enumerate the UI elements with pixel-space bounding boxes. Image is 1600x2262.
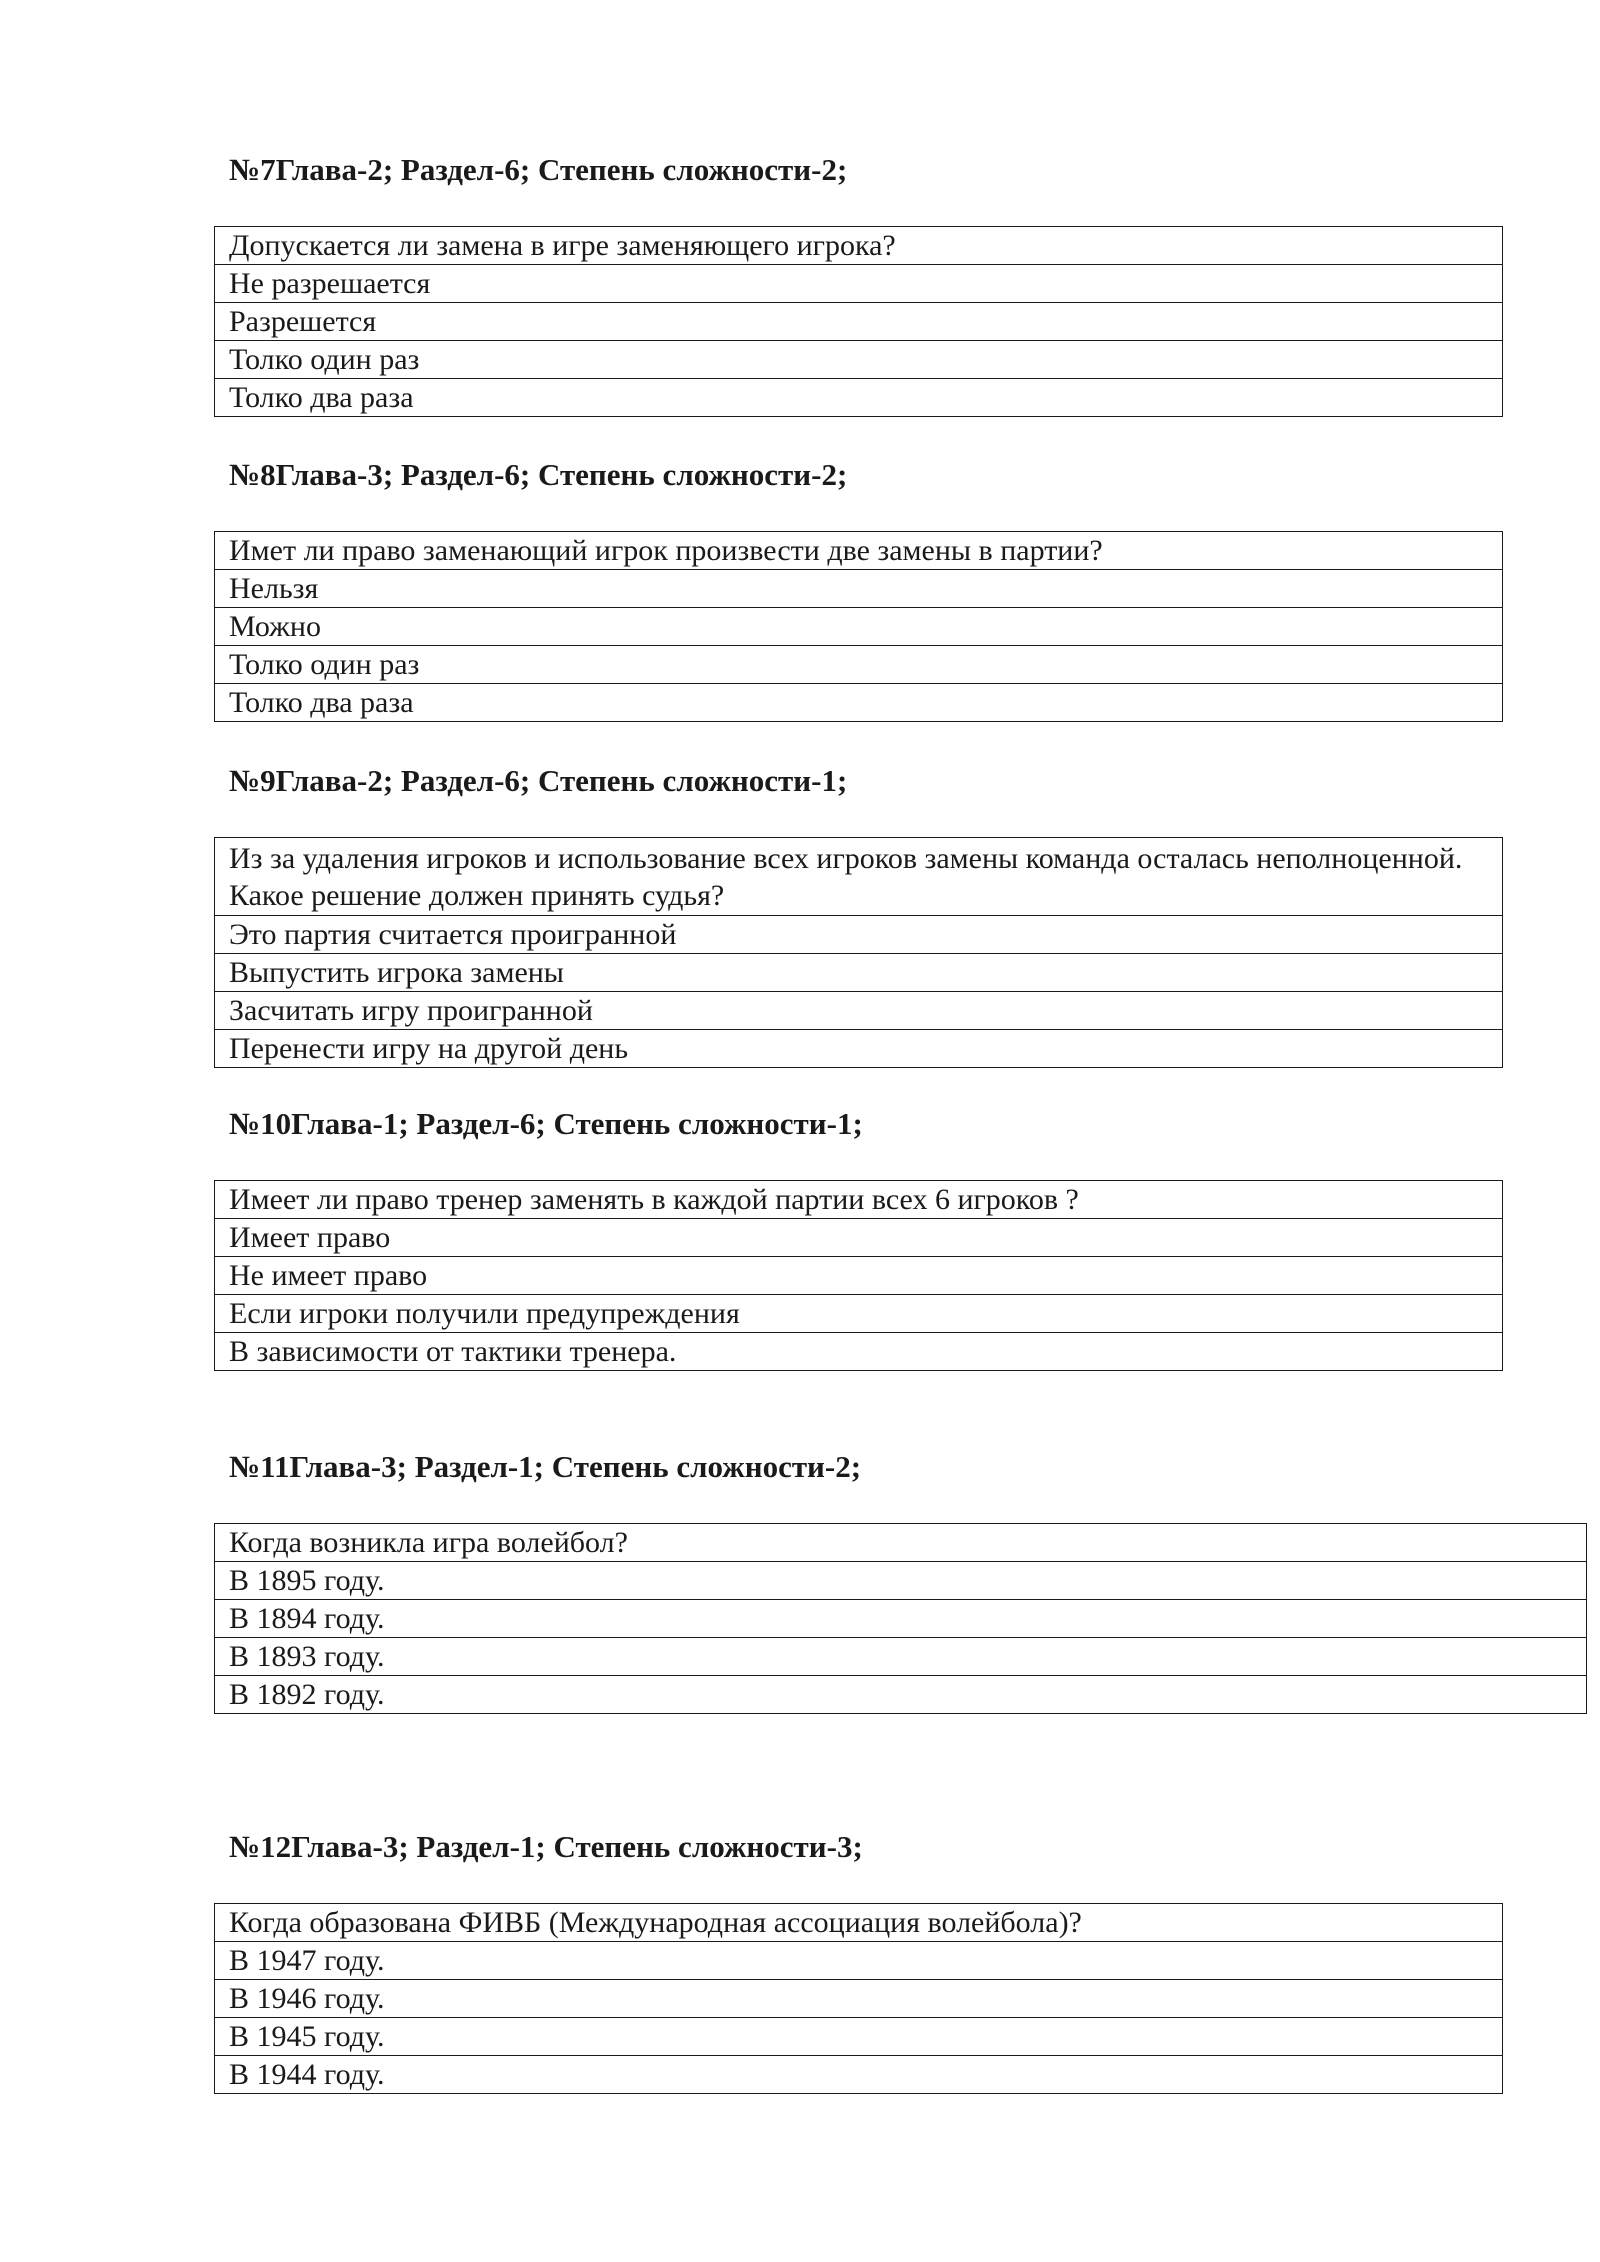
answer-option: В 1947 году. xyxy=(215,1942,1503,1980)
answer-option: Толко один раз xyxy=(215,341,1503,379)
answer-option: В 1946 году. xyxy=(215,1980,1503,2018)
answer-option: Не разрешается xyxy=(215,265,1503,303)
question-text: Из за удаления игроков и использование всех игроков замены команда осталась неполноценной. Какое решение должен принять судья? xyxy=(215,838,1503,916)
answer-option: Не имеет право xyxy=(215,1257,1503,1295)
question-table xyxy=(214,1523,1587,1714)
answer-option: Выпустить игрока замены xyxy=(215,954,1503,992)
question-heading: №10Глава-1; Раздел-6; Степень сложности-1; xyxy=(229,1106,863,1141)
question-text: Когда возникла игра волейбол? xyxy=(215,1524,1587,1562)
answer-option: Засчитать игру проигранной xyxy=(215,992,1503,1030)
answer-option: Если игроки получили предупреждения xyxy=(215,1295,1503,1333)
answer-option: В 1894 году. xyxy=(215,1600,1587,1638)
question-table xyxy=(214,837,1503,1068)
question-text: Имеет ли право тренер заменять в каждой партии всех 6 игроков ? xyxy=(215,1181,1503,1219)
answer-option: В 1892 году. xyxy=(215,1676,1587,1714)
question-heading: №7Глава-2; Раздел-6; Степень сложности-2; xyxy=(229,152,848,187)
answer-option: В 1945 году. xyxy=(215,2018,1503,2056)
answer-option: Нельзя xyxy=(215,570,1503,608)
question-heading: №8Глава-3; Раздел-6; Степень сложности-2; xyxy=(229,457,848,492)
answer-option: Имеет право xyxy=(215,1219,1503,1257)
answer-option: Толко два раза xyxy=(215,684,1503,722)
question-heading: №11Глава-3; Раздел-1; Степень сложности-2; xyxy=(229,1449,862,1484)
answer-option: Можно xyxy=(215,608,1503,646)
question-table xyxy=(214,226,1503,417)
question-heading: №9Глава-2; Раздел-6; Степень сложности-1; xyxy=(229,763,848,798)
answer-option: В зависимости от тактики тренера. xyxy=(215,1333,1503,1371)
answer-option: Перенести игру на другой день xyxy=(215,1030,1503,1068)
question-table xyxy=(214,1180,1503,1371)
question-table xyxy=(214,531,1503,722)
answer-option: Толко два раза xyxy=(215,379,1503,417)
question-text: Допускается ли замена в игре заменяющего игрока? xyxy=(215,227,1503,265)
question-heading: №12Глава-3; Раздел-1; Степень сложности-3; xyxy=(229,1829,863,1864)
question-text: Имет ли право заменающий игрок произвести две замены в партии? xyxy=(215,532,1503,570)
answer-option: В 1895 году. xyxy=(215,1562,1587,1600)
question-text: Когда образована ФИВБ (Международная ассоциация волейбола)? xyxy=(215,1904,1503,1942)
answer-option: Разрешется xyxy=(215,303,1503,341)
answer-option: В 1944 году. xyxy=(215,2056,1503,2094)
answer-option: Это партия считается проигранной xyxy=(215,916,1503,954)
answer-option: В 1893 году. xyxy=(215,1638,1587,1676)
answer-option: Толко один раз xyxy=(215,646,1503,684)
question-table xyxy=(214,1903,1503,2094)
